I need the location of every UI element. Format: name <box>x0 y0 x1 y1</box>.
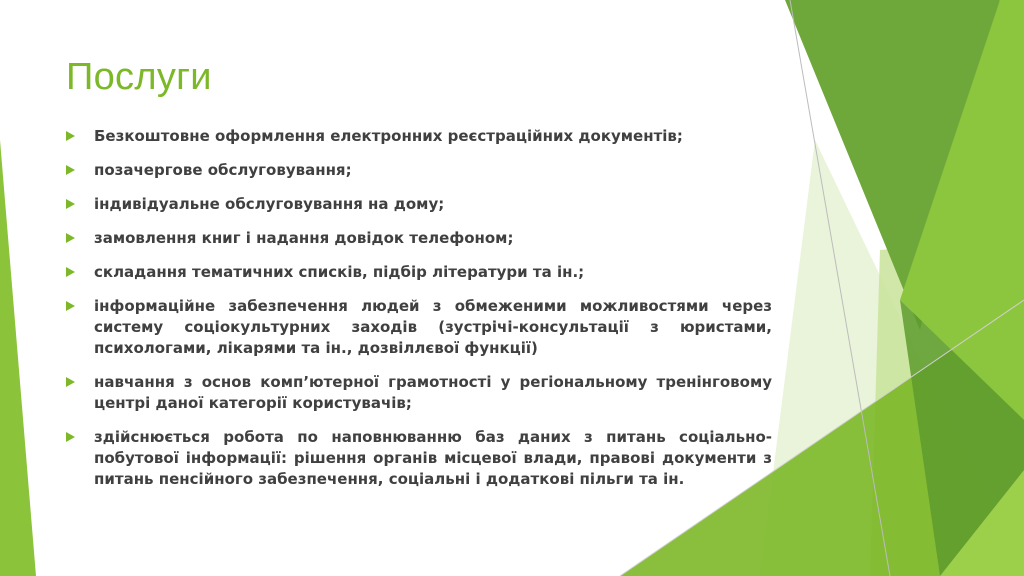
triangle-arrow-icon <box>66 199 75 209</box>
bullet-text: Безкоштовне оформлення електронних реєстраційних документів; <box>94 127 683 145</box>
bullet-item <box>66 126 772 147</box>
triangle-arrow-icon <box>66 131 75 141</box>
bullet-item <box>66 296 772 359</box>
bullet-item <box>66 372 772 414</box>
triangle-arrow-icon <box>66 432 75 442</box>
bullet-text: інформаційне забезпечення людей з обмеженими можливостями через систему соціокультурних заходів (зустрічі-консультації з юристами, психологами, лікарями та ін., дозвіллєвої функції) <box>94 297 772 357</box>
triangle-arrow-icon <box>66 233 75 243</box>
bullet-list <box>66 126 772 503</box>
bullet-text: індивідуальне обслуговування на дому; <box>94 195 445 213</box>
bullet-text: навчання з основ комп’ютерної грамотності у регіональному тренінговому центрі даної категорії користувачів; <box>94 373 772 412</box>
bullet-item <box>66 262 772 283</box>
bullet-text: здійснюється робота по наповнюванню баз даних з питань соціально-побутової інформації: рішення органів місцевої влади, правові документи з питань пенсійного забезпечення, соціальні і додаткові пільги та ін. <box>94 428 772 488</box>
bullet-item <box>66 160 772 181</box>
triangle-arrow-icon <box>66 267 75 277</box>
bullet-text: позачергове обслуговування; <box>94 161 352 179</box>
slide-title: Послуги <box>66 56 212 98</box>
triangle-arrow-icon <box>66 377 75 387</box>
bullet-item <box>66 427 772 490</box>
triangle-arrow-icon <box>66 165 75 175</box>
bullet-item <box>66 228 772 249</box>
bullet-text: складання тематичних списків, підбір літератури та ін.; <box>94 263 585 281</box>
bullet-item <box>66 194 772 215</box>
left-green-sliver <box>0 140 36 576</box>
triangle-arrow-icon <box>66 301 75 311</box>
bullet-text: замовлення книг і надання довідок телефоном; <box>94 229 514 247</box>
